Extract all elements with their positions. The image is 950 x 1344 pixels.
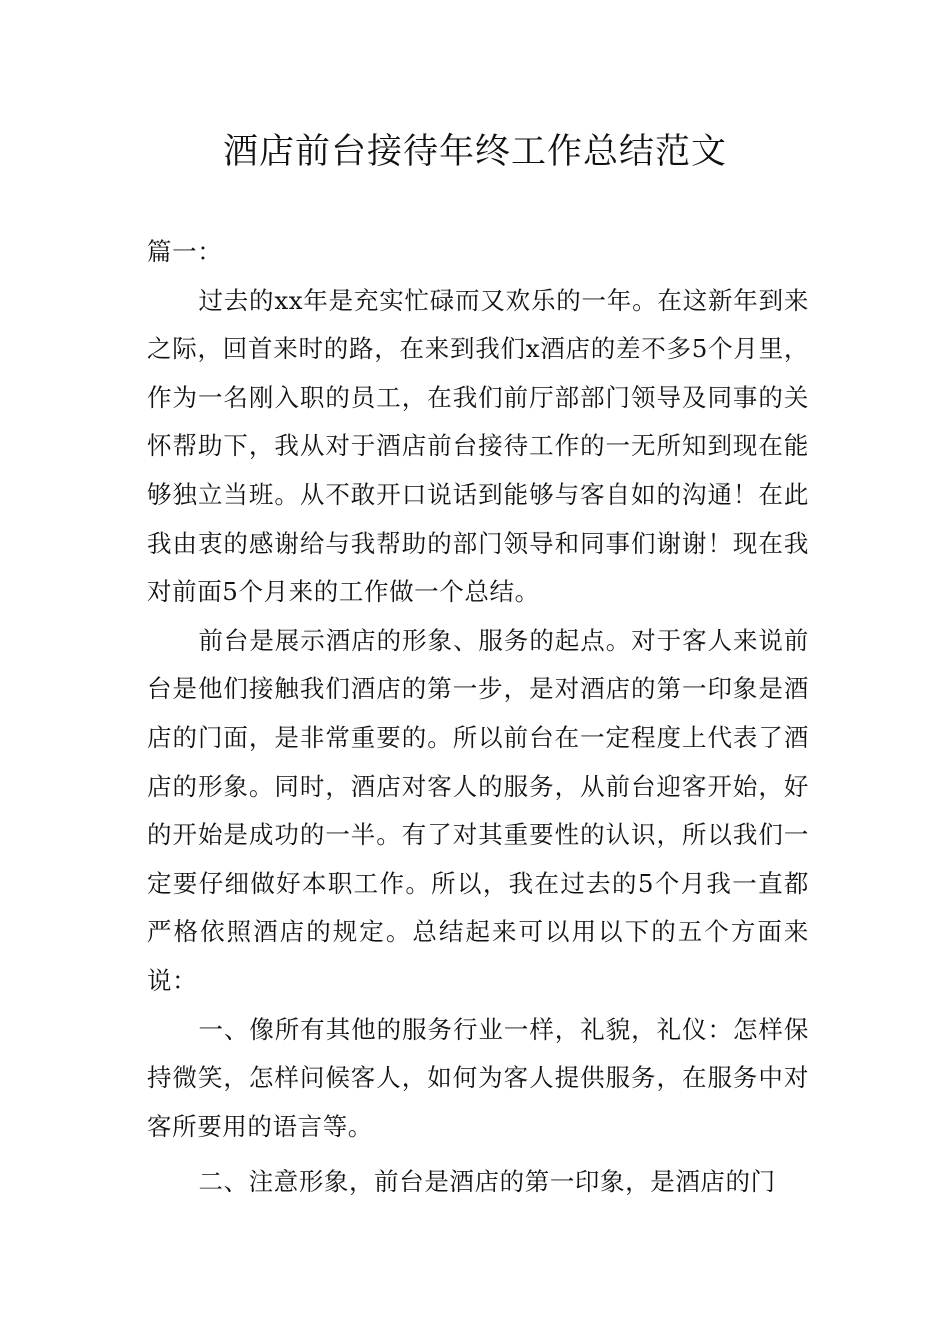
document-title: 酒店前台接待年终工作总结范文 — [222, 132, 727, 172]
paragraph-3: 一、像所有其他的服务行业一样，礼貌，礼仪：怎样保持微笑，怎样问候客人，如何为客人提供服务，在服务中对客所要用的语言等。 — [147, 1014, 809, 1141]
paragraph-4: 二、注意形象，前台是酒店的第一印象，是酒店的门 — [198, 1167, 776, 1197]
paragraph-1: 过去的xx年是充实忙碌而又欢乐的一年。在这新年到来之际，回首来时的路，在来到我们x酒店的差不多5个月里，作为一名刚入职的员工，在我们前厅部部门领导及同事的关怀帮助下，我从对于酒店前台接待工作的一无所知到现在能够独立当班。从不敢开口说话到能够与客自如的沟通！在此我由衷的感谢给与我帮助的部门领导和同事们谢谢！现在我对前面5个月来的工作做一个总结。 — [147, 285, 809, 607]
section-label: 篇一： — [147, 237, 223, 266]
paragraph-2: 前台是展示酒店的形象、服务的起点。对于客人来说前台是他们接触我们酒店的第一步，是对酒店的第一印象是酒店的门面，是非常重要的。所以前台在一定程度上代表了酒店的形象。同时，酒店对客人的服务，从前台迎客开始，好的开始是成功的一半。有了对其重要性的认识，所以我们一定要仔细做好本职工作。所以，我在过去的5个月我一直都严格依照酒店的规定。总结起来可以用以下的五个方面来说： — [147, 625, 809, 995]
document-body — [147, 228, 809, 1207]
